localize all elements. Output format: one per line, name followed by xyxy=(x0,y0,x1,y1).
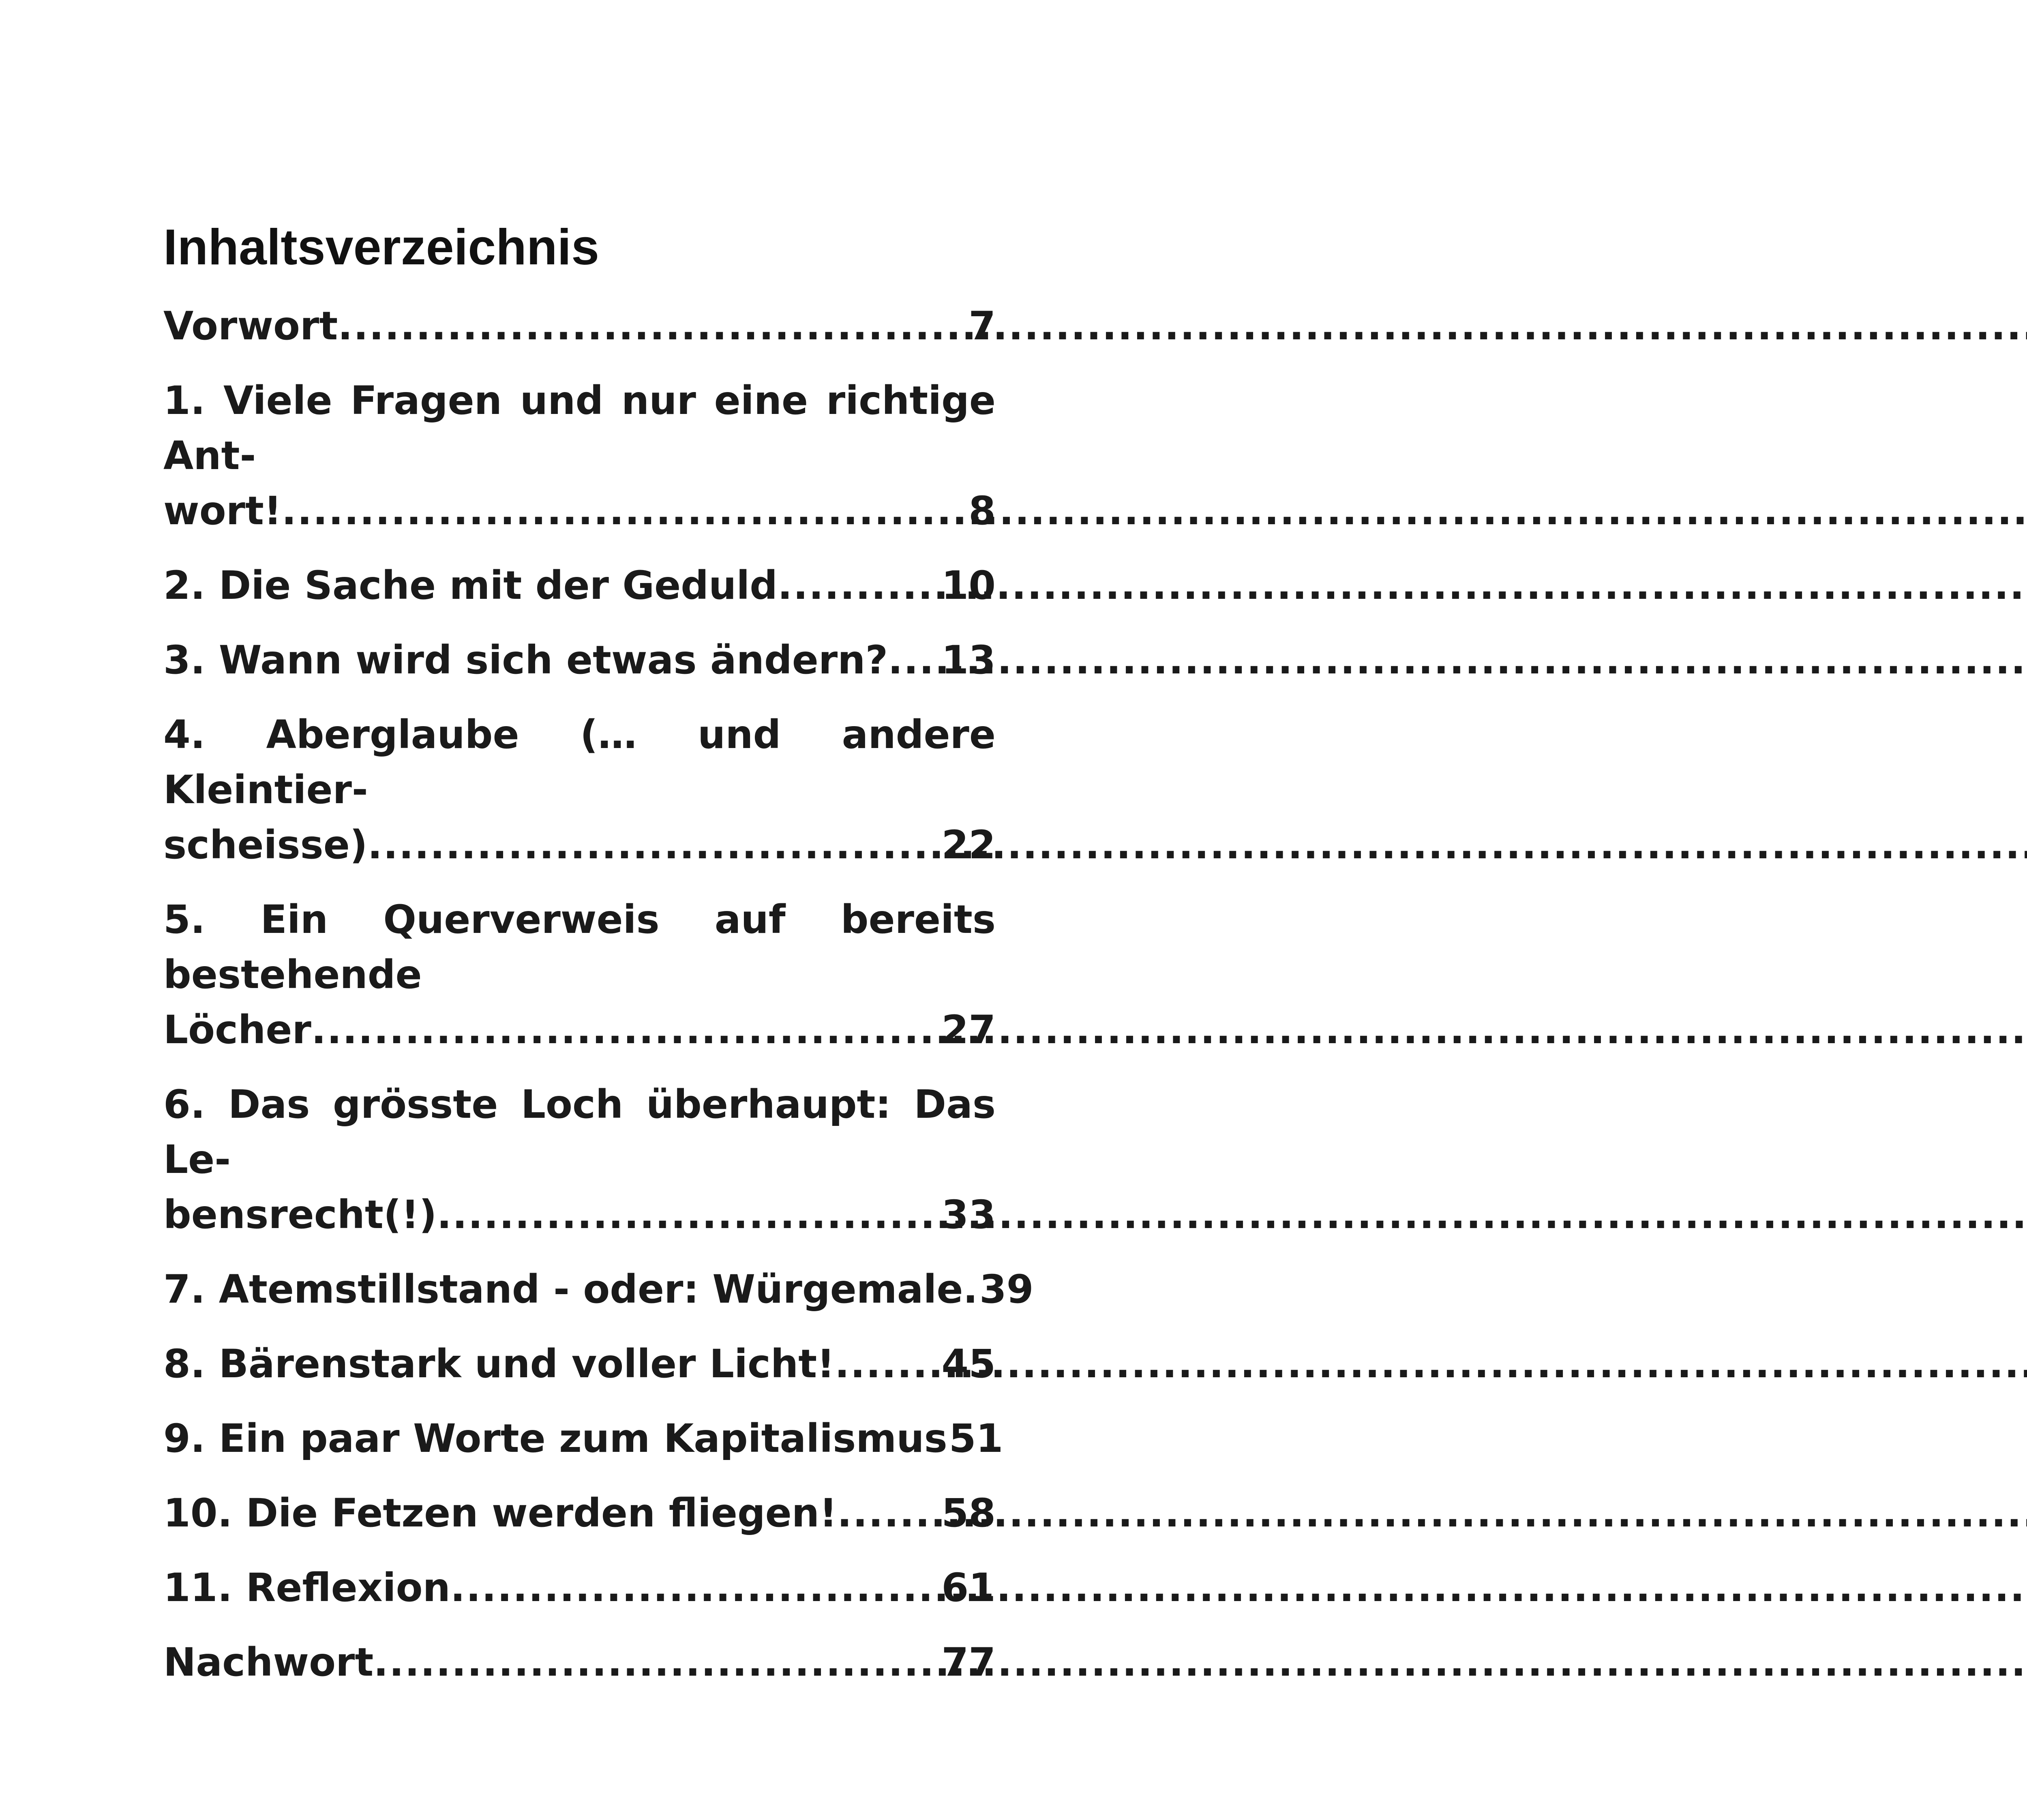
toc-entry-title: 9. Ein paar Worte zum Kapitalismus xyxy=(163,1416,947,1461)
toc-entry-page-number: 58 xyxy=(941,1490,996,1536)
table-of-contents xyxy=(163,219,1034,1709)
toc-entry-line xyxy=(163,483,996,538)
toc-entry-chapter-2[interactable] xyxy=(163,558,996,613)
dot-leader xyxy=(778,558,940,613)
toc-entry-title: Nachwort xyxy=(163,1640,374,1685)
toc-heading: Inhaltsverzeichnis xyxy=(163,219,600,275)
toc-entry-title: 8. Bärenstark und voller Licht! xyxy=(163,1341,835,1387)
toc-entry-line xyxy=(163,558,996,613)
toc-entry-line xyxy=(163,1262,1034,1317)
toc-entry-chapter-10[interactable] xyxy=(163,1486,996,1541)
dot-leader xyxy=(368,817,940,872)
toc-entry-page-number: 39 xyxy=(979,1267,1034,1312)
toc-entry-page-number: 61 xyxy=(941,1565,996,1610)
toc-entry-vorwort[interactable] xyxy=(163,298,996,354)
toc-entry-title-line-2: wort! xyxy=(163,488,282,534)
toc-entry-chapter-3[interactable] xyxy=(163,632,996,688)
toc-entry-chapter-4[interactable] xyxy=(163,707,996,872)
toc-entry-chapter-7[interactable] xyxy=(163,1262,1034,1317)
dot-leader xyxy=(373,1635,940,1690)
toc-entry-title: 2. Die Sache mit der Geduld xyxy=(163,563,778,608)
toc-entry-line xyxy=(163,1486,996,1541)
toc-entry-page-number: 7 xyxy=(969,303,996,349)
toc-entry-page-number: 77 xyxy=(941,1640,996,1685)
toc-entry-title: 11. Reflexion xyxy=(163,1565,450,1610)
toc-entry-chapter-6[interactable] xyxy=(163,1077,996,1242)
toc-entry-line xyxy=(163,1187,996,1242)
dot-leader xyxy=(835,1336,940,1391)
toc-entry-title-line-2: Löcher xyxy=(163,1007,311,1053)
toc-entry-page-number: 27 xyxy=(941,1007,996,1053)
toc-entry-line xyxy=(163,817,996,872)
dot-leader xyxy=(437,1187,940,1242)
toc-entry-page-number: 33 xyxy=(941,1192,996,1237)
toc-entry-line xyxy=(163,1635,996,1690)
dot-leader xyxy=(837,1486,940,1541)
toc-entry-page-number: 10 xyxy=(941,563,996,608)
toc-entry-line xyxy=(163,1560,996,1615)
toc-entry-title: 7. Atemstillstand - oder: Würgemale. xyxy=(163,1267,978,1312)
toc-entry-line xyxy=(163,1002,996,1057)
toc-entry-line xyxy=(163,298,996,354)
dot-leader xyxy=(311,1002,940,1057)
toc-entry-page-number: 22 xyxy=(941,822,996,868)
toc-entry-title-line-1: 1. Viele Fragen und nur eine richtige Ant- xyxy=(163,378,996,478)
toc-entry-chapter-8[interactable] xyxy=(163,1336,996,1391)
toc-entry-title-line-1: 4. Aberglaube (… und andere Kleintier- xyxy=(163,712,996,812)
toc-entry-title: 10. Die Fetzen werden fliegen! xyxy=(163,1490,837,1536)
toc-entry-line xyxy=(163,1336,996,1391)
toc-entry-title-line-1: 6. Das grösste Loch überhaupt: Das Le- xyxy=(163,1082,996,1182)
toc-entry-chapter-9[interactable] xyxy=(163,1411,1003,1466)
dot-leader xyxy=(450,1560,940,1615)
toc-entry-title: 3. Wann wird sich etwas ändern? xyxy=(163,637,888,683)
toc-entry-chapter-5[interactable] xyxy=(163,892,996,1057)
dot-leader xyxy=(338,298,967,354)
toc-entry-title: Vorwort xyxy=(163,303,338,349)
toc-entry-nachwort[interactable] xyxy=(163,1635,996,1690)
toc-entry-title-line-1: 5. Ein Querverweis auf bereits bestehende xyxy=(163,897,996,997)
toc-entry-page-number: 8 xyxy=(969,488,996,534)
toc-entry-chapter-11[interactable] xyxy=(163,1560,996,1615)
dot-leader xyxy=(888,632,940,688)
toc-entry-page-number: 45 xyxy=(941,1341,996,1387)
toc-entry-line xyxy=(163,1411,1003,1466)
toc-entry-line xyxy=(163,632,996,688)
toc-entry-page-number: 51 xyxy=(949,1416,1003,1461)
toc-entry-chapter-1[interactable] xyxy=(163,373,996,538)
dot-leader xyxy=(282,483,967,538)
toc-entry-title-line-2: scheisse) xyxy=(163,822,368,868)
toc-entry-page-number: 13 xyxy=(941,637,996,683)
toc-entry-title-line-2: bensrecht(!) xyxy=(163,1192,437,1237)
